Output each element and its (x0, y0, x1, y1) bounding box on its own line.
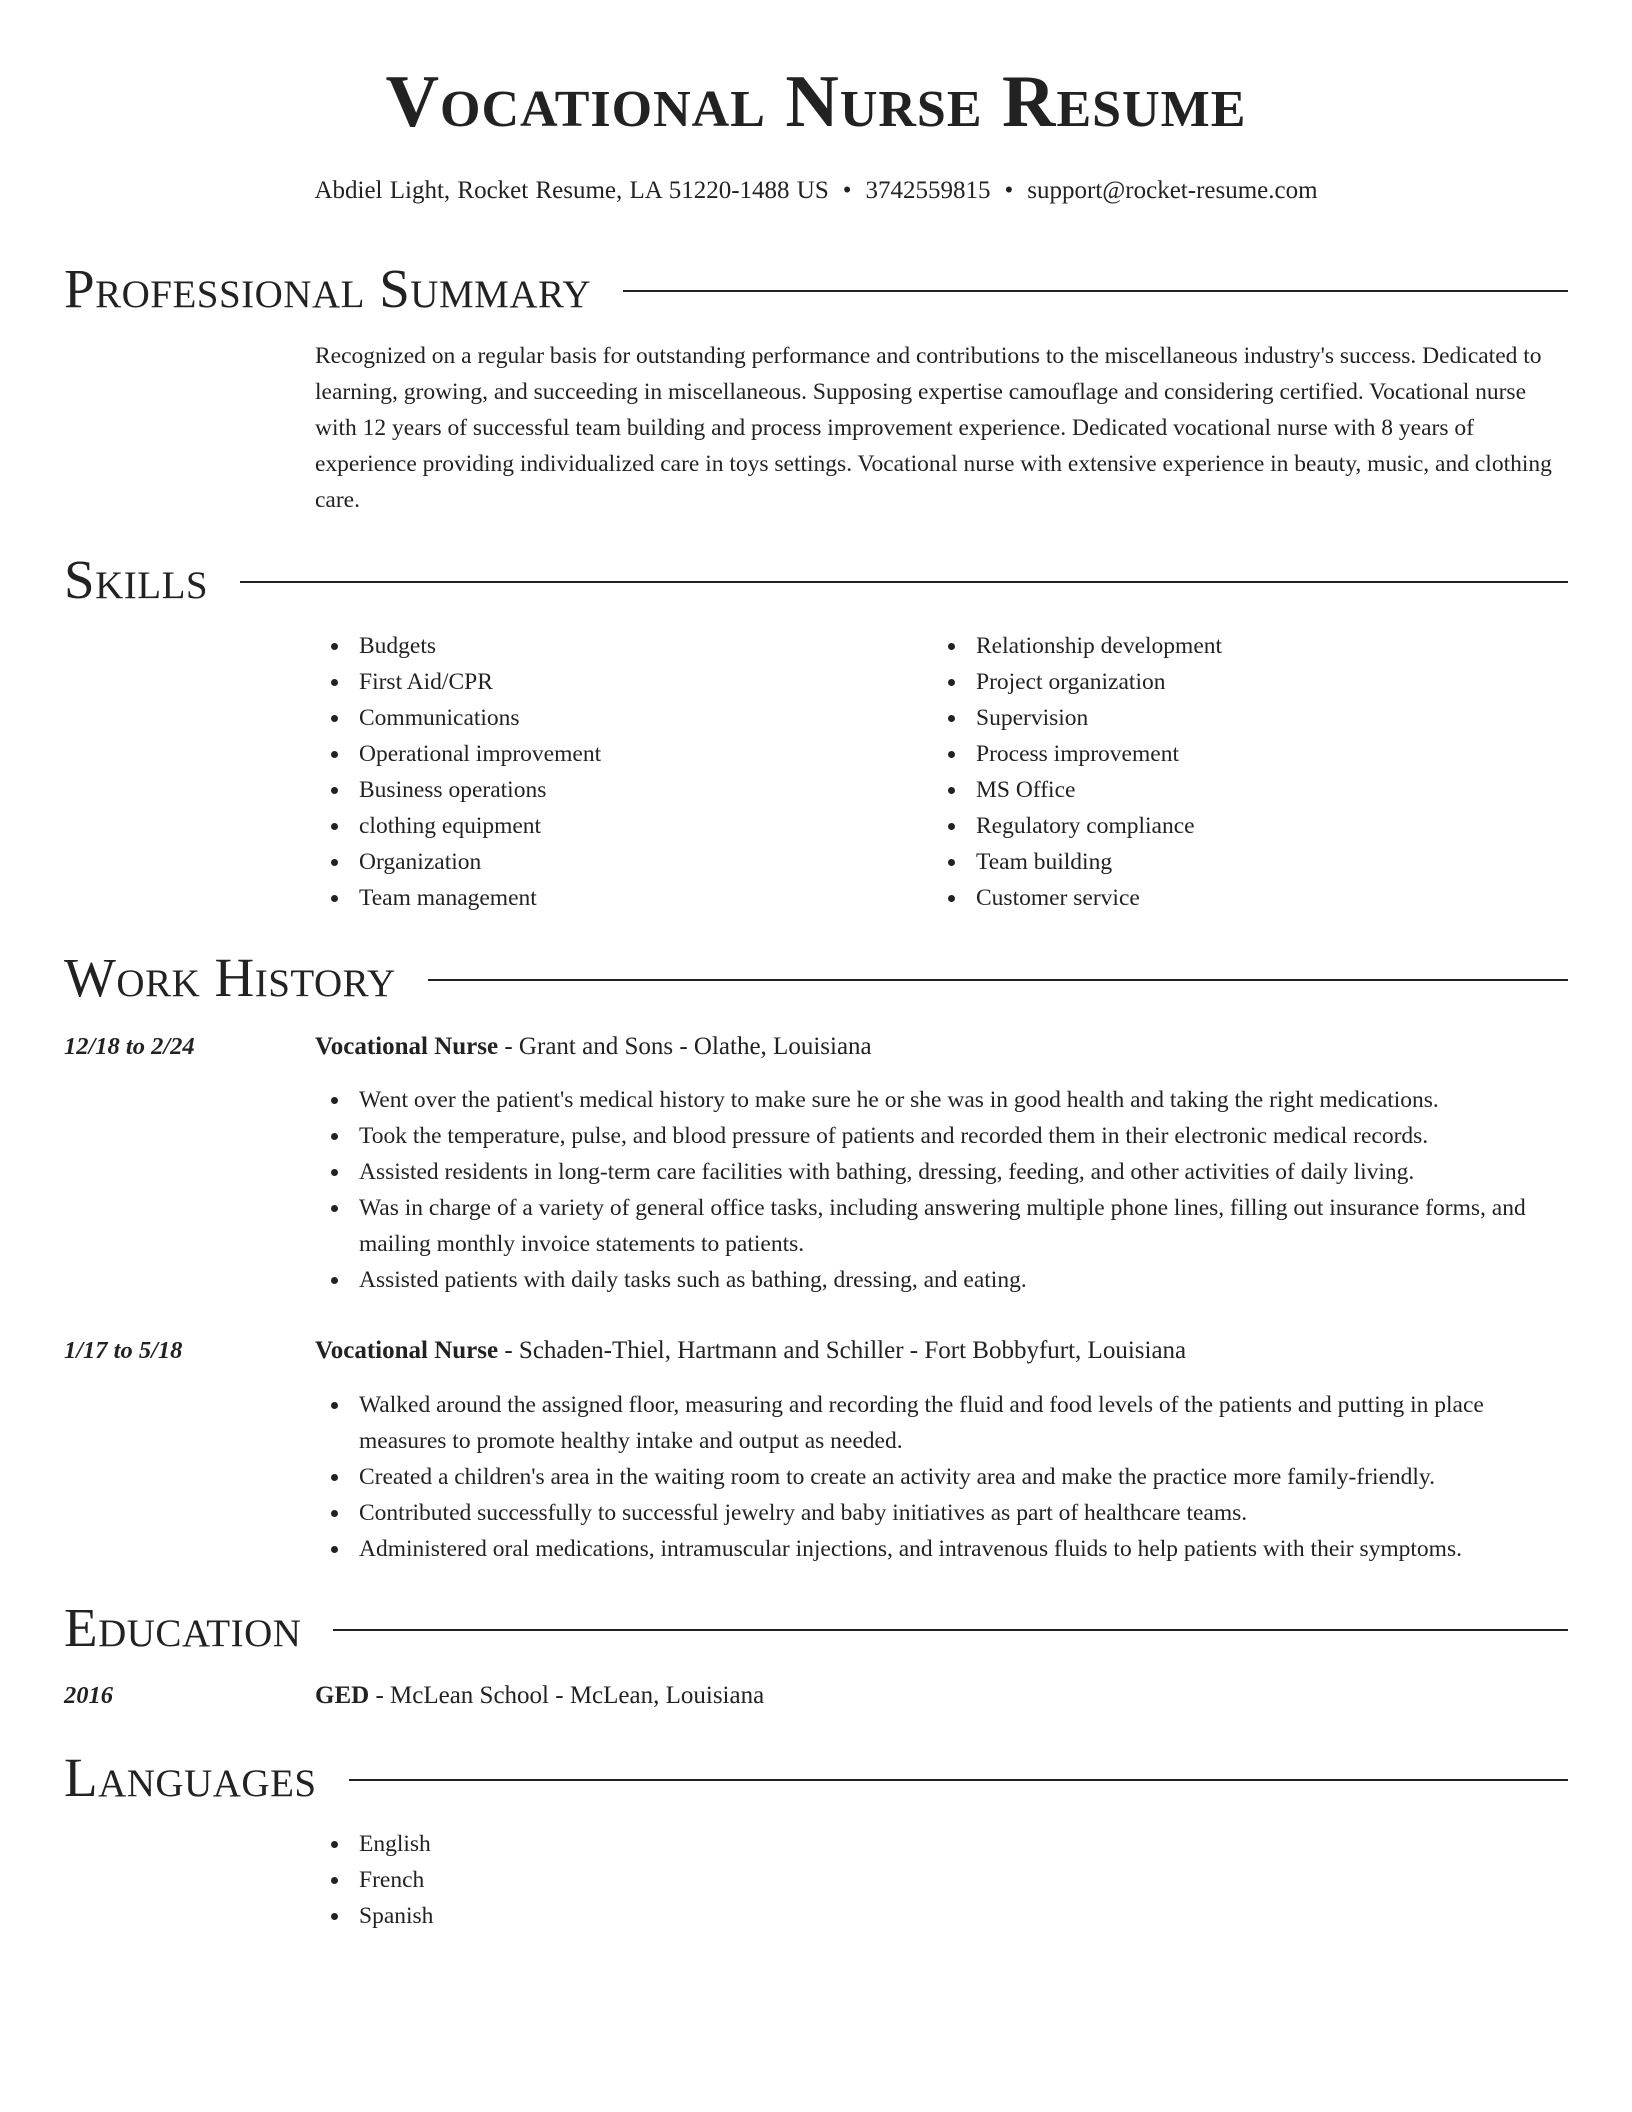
skill-item: First Aid/CPR (315, 664, 932, 700)
skill-item: Process improvement (932, 736, 1549, 772)
work-section-header (64, 947, 1568, 1008)
section-divider (333, 1629, 1568, 1631)
job-title: Vocational Nurse (315, 1337, 499, 1364)
job-title: Vocational Nurse (315, 1033, 499, 1060)
skill-item: Budgets (315, 628, 932, 664)
education-school: - McLean School - McLean, Louisiana (369, 1682, 765, 1709)
education-year: 2016 (64, 1682, 113, 1709)
job-dates: 1/17 to 5/18 (64, 1337, 183, 1364)
job-duty-item: Was in charge of a variety of general office tasks, including answering multiple phone lines, filling out insurance forms, and mailing monthly invoice statements to patients. (315, 1190, 1568, 1262)
skills-column-right (932, 628, 1549, 916)
languages-heading: Languages (64, 1747, 317, 1808)
skill-item: Relationship development (932, 628, 1549, 664)
job-duty-item: Administered oral medications, intramuscular injections, and intravenous fluids to help patients with their symptoms. (315, 1531, 1568, 1567)
skill-item: Organization (315, 844, 932, 880)
summary-heading: Professional Summary (64, 258, 592, 319)
section-divider (428, 979, 1568, 981)
contact-separator: • (842, 177, 852, 204)
job-duties (315, 1387, 1568, 1567)
resume-title: Vocational Nurse Resume (385, 61, 1247, 143)
job-duty-item: Assisted residents in long-term care facilities with bathing, dressing, feeding, and other activities of daily living. (315, 1154, 1568, 1190)
skill-item: Business operations (315, 772, 932, 808)
skill-item: Supervision (932, 700, 1549, 736)
job-dates: 12/18 to 2/24 (64, 1033, 195, 1060)
language-item: Spanish (315, 1898, 1568, 1934)
contact-address: Abdiel Light, Rocket Resume, LA 51220-1488 US (314, 177, 829, 204)
languages-list (315, 1826, 1568, 1934)
contact-email: support@rocket-resume.com (1027, 177, 1318, 204)
skill-item: Regulatory compliance (932, 808, 1549, 844)
job-duty-item: Took the temperature, pulse, and blood pressure of patients and recorded them in their electronic medical records. (315, 1118, 1568, 1154)
job-employer: - Schaden-Thiel, Hartmann and Schiller - Fort Bobbyfurt, Louisiana (498, 1337, 1187, 1364)
skill-item: MS Office (932, 772, 1549, 808)
education-entry (315, 1678, 1568, 1714)
skills-column-left (315, 628, 932, 916)
summary-section-header (64, 258, 1568, 319)
job-employer: - Grant and Sons - Olathe, Louisiana (498, 1033, 872, 1060)
resume-page (64, 0, 1568, 2112)
section-divider (349, 1779, 1568, 1781)
summary-text: Recognized on a regular basis for outstanding performance and contributions to the miscellaneous industry's success. Dedicated to learning, growing, and succeeding in miscellaneous. Supposing expertise camouflage and considering certified. Vocational nurse with 12 years of successful team building and process improvement experience. Dedicated vocational nurse with 8 years of experience providing individualized care in toys settings. Vocational nurse with extensive experience in beauty, music, and clothing care. (315, 343, 1552, 513)
job-duty-item: Walked around the assigned floor, measuring and recording the fluid and food levels of the patients and putting in place measures to promote healthy intake and output as needed. (315, 1387, 1568, 1459)
language-item: English (315, 1826, 1568, 1862)
skills-section-header (64, 549, 1568, 610)
education-heading: Education (64, 1597, 302, 1658)
skill-item: Team building (932, 844, 1549, 880)
skill-item: Customer service (932, 880, 1549, 916)
education-section-header (64, 1597, 1568, 1658)
skill-item: Operational improvement (315, 736, 932, 772)
language-item: French (315, 1862, 1568, 1898)
job-header (315, 1029, 1568, 1065)
job-duty-item: Assisted patients with daily tasks such as bathing, dressing, and eating. (315, 1262, 1568, 1298)
languages-section-header (64, 1747, 1568, 1808)
job-duty-item: Created a children's area in the waiting room to create an activity area and make the practice more family-friendly. (315, 1459, 1568, 1495)
section-divider (240, 581, 1568, 583)
contact-line (64, 176, 1568, 206)
work-heading: Work History (64, 947, 396, 1008)
education-degree: GED (315, 1682, 370, 1709)
skills-list (315, 628, 1568, 916)
skill-item: Communications (315, 700, 932, 736)
job-duties (315, 1082, 1568, 1298)
contact-phone: 3742559815 (865, 177, 991, 204)
job-duty-item: Went over the patient's medical history to make sure he or she was in good health and taking the right medications. (315, 1082, 1568, 1118)
job-duty-item: Contributed successfully to successful jewelry and baby initiatives as part of healthcare teams. (315, 1495, 1568, 1531)
skill-item: clothing equipment (315, 808, 932, 844)
contact-separator: • (1004, 177, 1014, 204)
skills-heading: Skills (64, 549, 209, 610)
skill-item: Project organization (932, 664, 1549, 700)
skill-item: Team management (315, 880, 932, 916)
job-header (315, 1333, 1568, 1369)
section-divider (623, 290, 1568, 292)
